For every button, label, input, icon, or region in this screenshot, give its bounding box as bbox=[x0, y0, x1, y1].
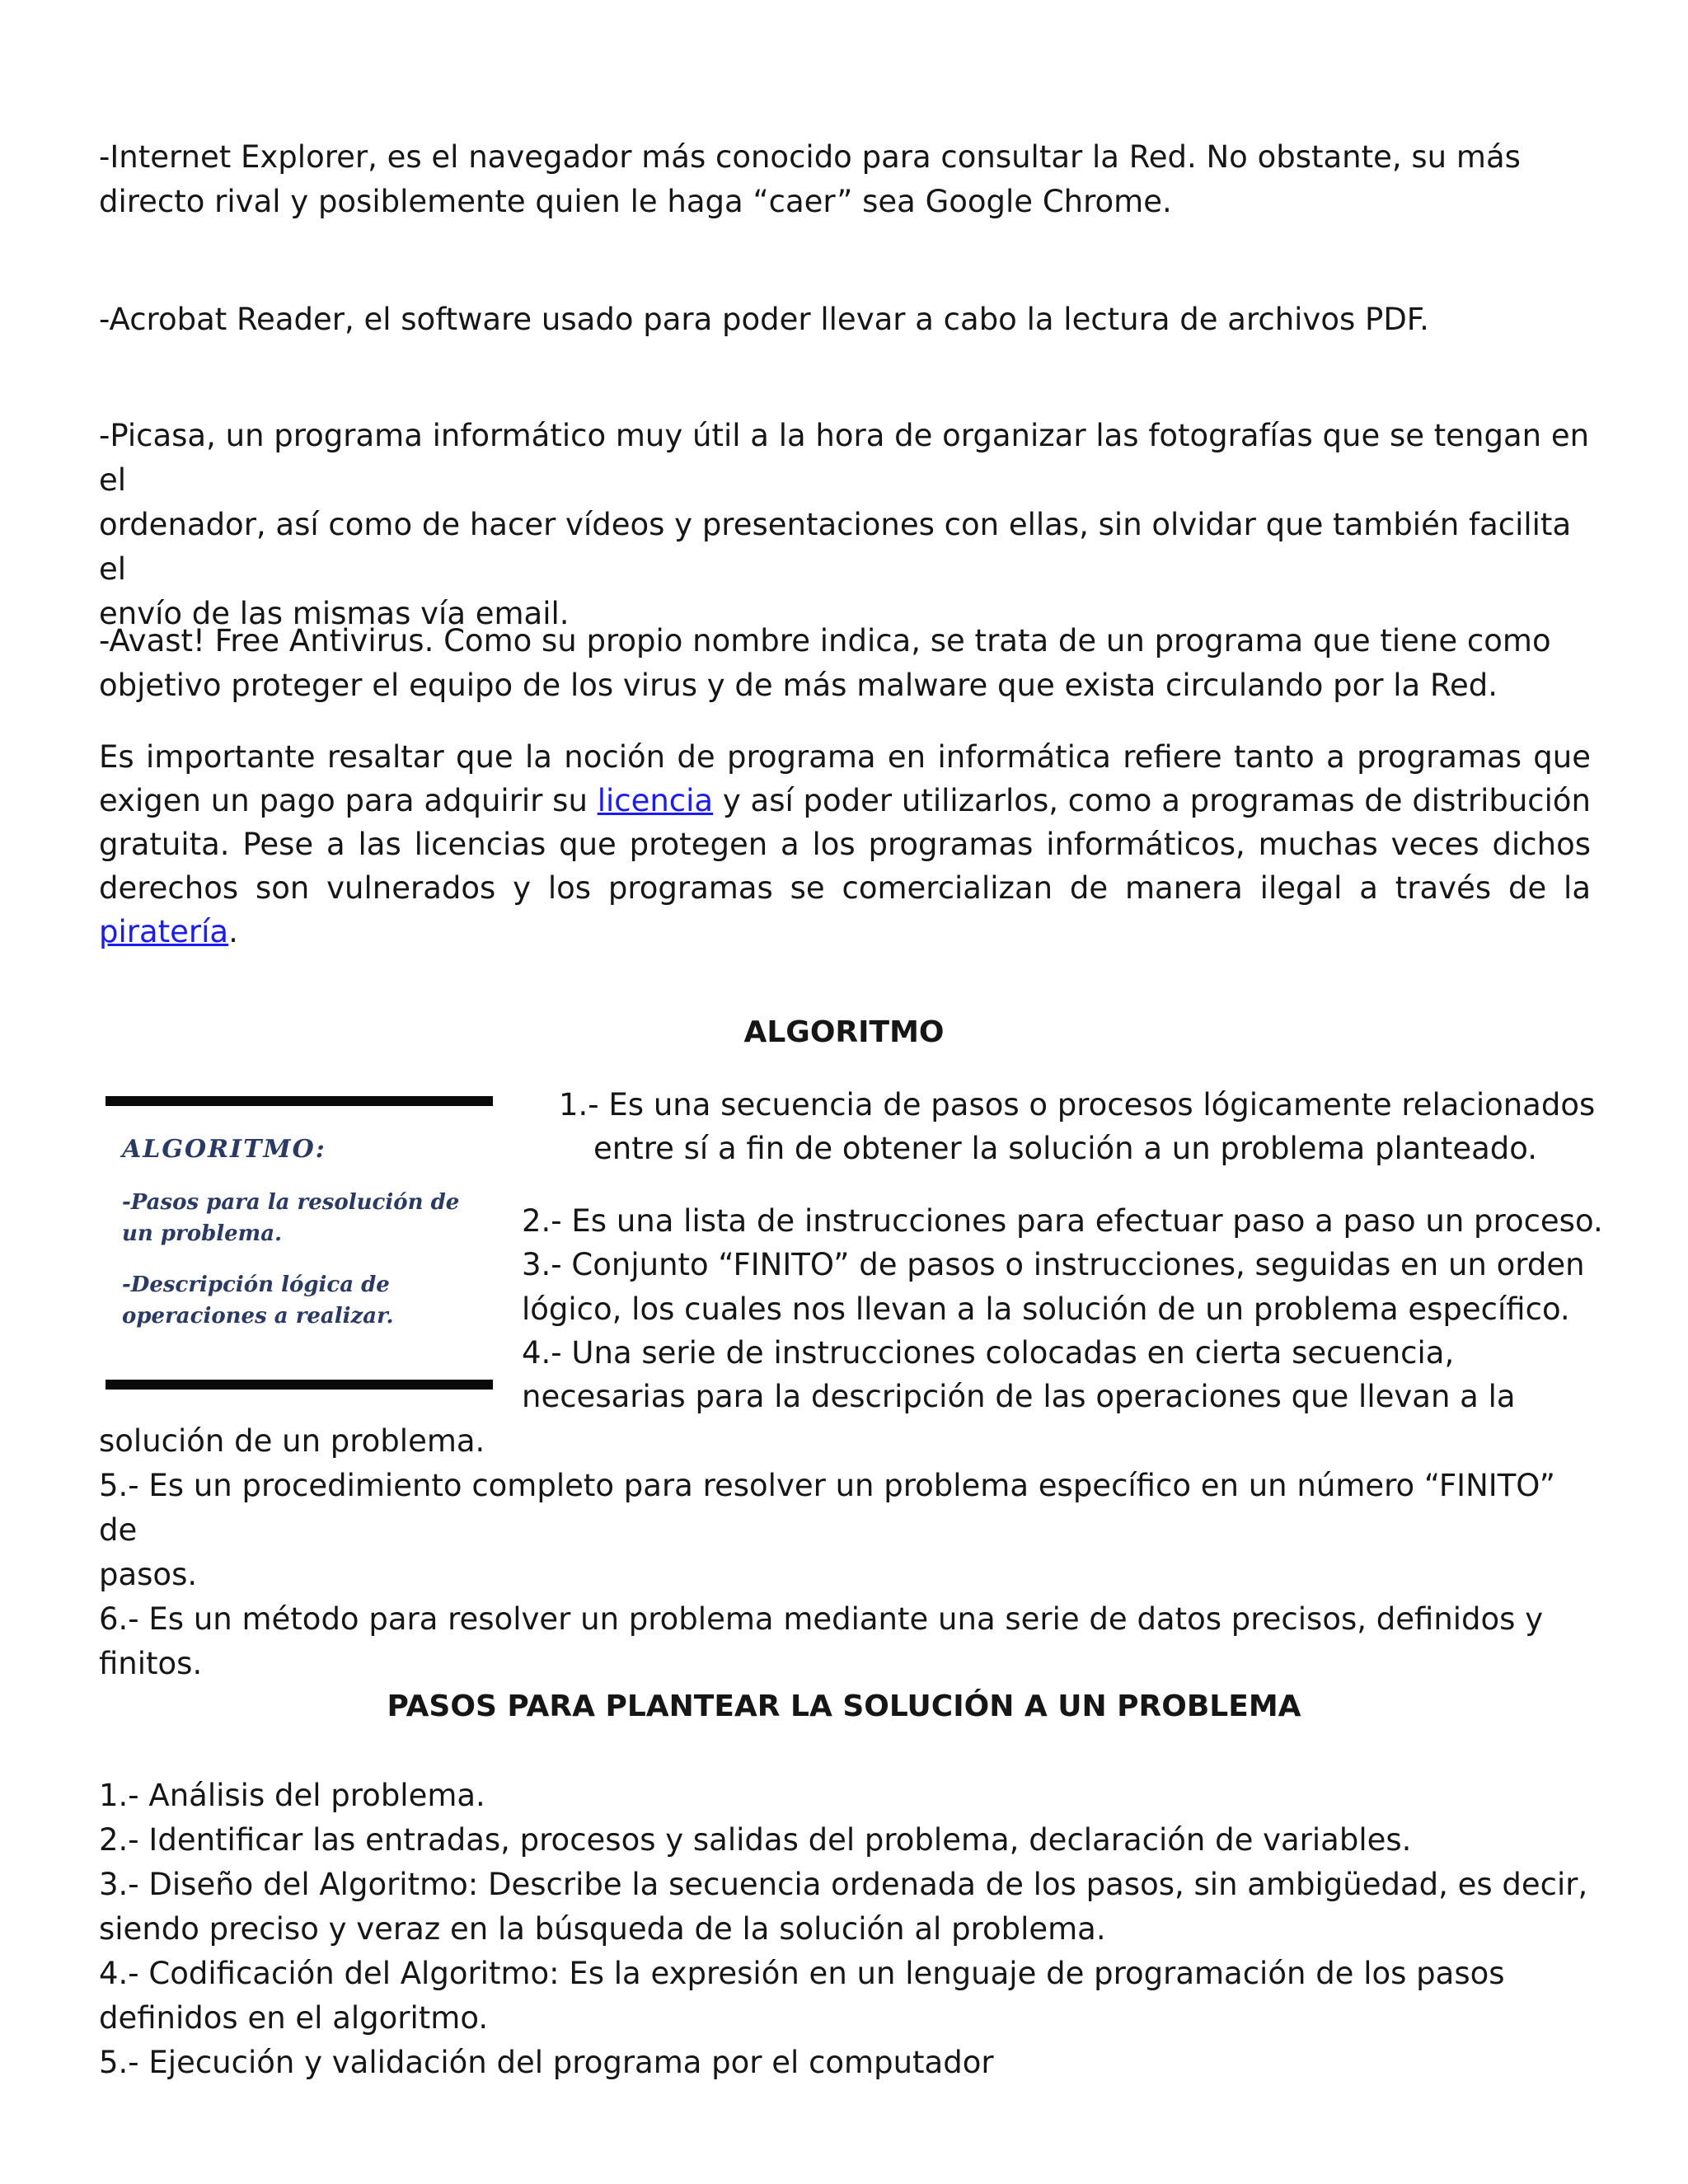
algoritmo-continued bbox=[99, 1419, 1591, 1686]
list-item: 1.- Análisis del problema. bbox=[99, 1778, 485, 1813]
text-line: ordenador, así como de hacer vídeos y presentaciones con ellas, sin olvidar que también facilita el bbox=[99, 507, 1572, 587]
figure-bottom-rule bbox=[106, 1380, 493, 1390]
text-line: objetivo proteger el equipo de los virus y de más malware que exista circulando por la Red. bbox=[99, 668, 1498, 703]
definition-line: 3.- Conjunto “FINITO” de pasos o instrucciones, seguidas en un orden bbox=[522, 1247, 1585, 1282]
text-line: -Internet Explorer, es el navegador más conocido para consultar la Red. No obstante, su más bbox=[99, 139, 1521, 175]
text-line: solución de un problema. bbox=[99, 1423, 485, 1459]
pirateria-link[interactable]: piratería bbox=[99, 914, 229, 949]
definition-line: 1.- Es una secuencia de pasos o procesos lógicamente relacionados bbox=[559, 1087, 1596, 1122]
figure-line-1: -Pasos para la resolución de un problema. bbox=[122, 1190, 460, 1246]
list-item: 2.- Identificar las entradas, procesos y salidas del problema, declaración de variables. bbox=[99, 1822, 1412, 1858]
list-item: 4.- Codificación del Algoritmo: Es la expresión en un lenguaje de programación de los pasos bbox=[99, 1956, 1505, 1991]
licensing-paragraph bbox=[99, 735, 1591, 954]
text-line: 5.- Es un procedimiento completo para resolver un problema específico en un número “FINITO” de bbox=[99, 1468, 1555, 1548]
figure-title: ALGORITMO: bbox=[122, 1135, 326, 1164]
software-item-avast bbox=[99, 619, 1591, 708]
definition-line: necesarias para la descripción de las operaciones que llevan a la bbox=[522, 1379, 1516, 1414]
text-line: -Acrobat Reader, el software usado para poder llevar a cabo la lectura de archivos PDF. bbox=[99, 302, 1429, 337]
pasos-heading: PASOS PARA PLANTEAR LA SOLUCIÓN A UN PROBLEMA bbox=[387, 1690, 1301, 1723]
text-line: 6.- Es un método para resolver un problema mediante una serie de datos precisos, definidos y bbox=[99, 1601, 1544, 1637]
software-item-acrobat-reader bbox=[99, 298, 1591, 342]
algoritmo-figure-image bbox=[106, 1096, 493, 1390]
text-line: finitos. bbox=[99, 1646, 203, 1681]
definition-line: entre sí a fin de obtener la solución a un problema planteado. bbox=[593, 1131, 1538, 1166]
text-line: pasos. bbox=[99, 1557, 198, 1592]
definition-line: 2.- Es una lista de instrucciones para efectuar paso a paso un proceso. bbox=[522, 1203, 1603, 1239]
definition-line: lógico, los cuales nos llevan a la solución de un problema específico. bbox=[522, 1291, 1570, 1327]
text-line: envío de las mismas vía email. bbox=[99, 596, 570, 631]
licensing-text-3: . bbox=[228, 914, 238, 949]
list-item: 3.- Diseño del Algoritmo: Describe la secuencia ordenada de los pasos, sin ambigüedad, es decir, bbox=[99, 1867, 1588, 1902]
text-line: -Picasa, un programa informático muy útil a la hora de organizar las fotografías que se tengan en el bbox=[99, 418, 1590, 498]
definition-line: 4.- Una serie de instrucciones colocadas en cierta secuencia, bbox=[522, 1335, 1455, 1371]
software-item-internet-explorer bbox=[99, 135, 1591, 224]
software-item-picasa bbox=[99, 414, 1591, 636]
figure-top-rule bbox=[106, 1096, 493, 1106]
list-item: definidos en el algoritmo. bbox=[99, 2000, 489, 2036]
licensing-text-1: Es importante resaltar que la noción de programa en informática refiere tanto a programas que exigen un pago para adquirir su bbox=[99, 739, 1591, 818]
list-item: siendo preciso y veraz en la búsqueda de la solución al problema. bbox=[99, 1911, 1106, 1947]
licensing-text-2: y así poder utilizarlos, como a programas de distribución gratuita. Pese a las licencias que protegen a los programas informáticos, muchas veces dichos derechos son vulnerados y los programas se comercializan de manera ilegal a través de la bbox=[99, 783, 1592, 906]
text-line: directo rival y posiblemente quien le haga “caer” sea Google Chrome. bbox=[99, 184, 1172, 219]
figure-line-2: -Descripción lógica de operaciones a realizar. bbox=[122, 1272, 394, 1329]
text-line: -Avast! Free Antivirus. Como su propio nombre indica, se trata de un programa que tiene como bbox=[99, 623, 1551, 658]
pasos-list bbox=[99, 1774, 1591, 2085]
licencia-link[interactable]: licencia bbox=[597, 783, 714, 818]
list-item: 5.- Ejecución y validación del programa por el computador bbox=[99, 2045, 994, 2080]
algoritmo-heading: ALGORITMO bbox=[743, 1015, 945, 1049]
